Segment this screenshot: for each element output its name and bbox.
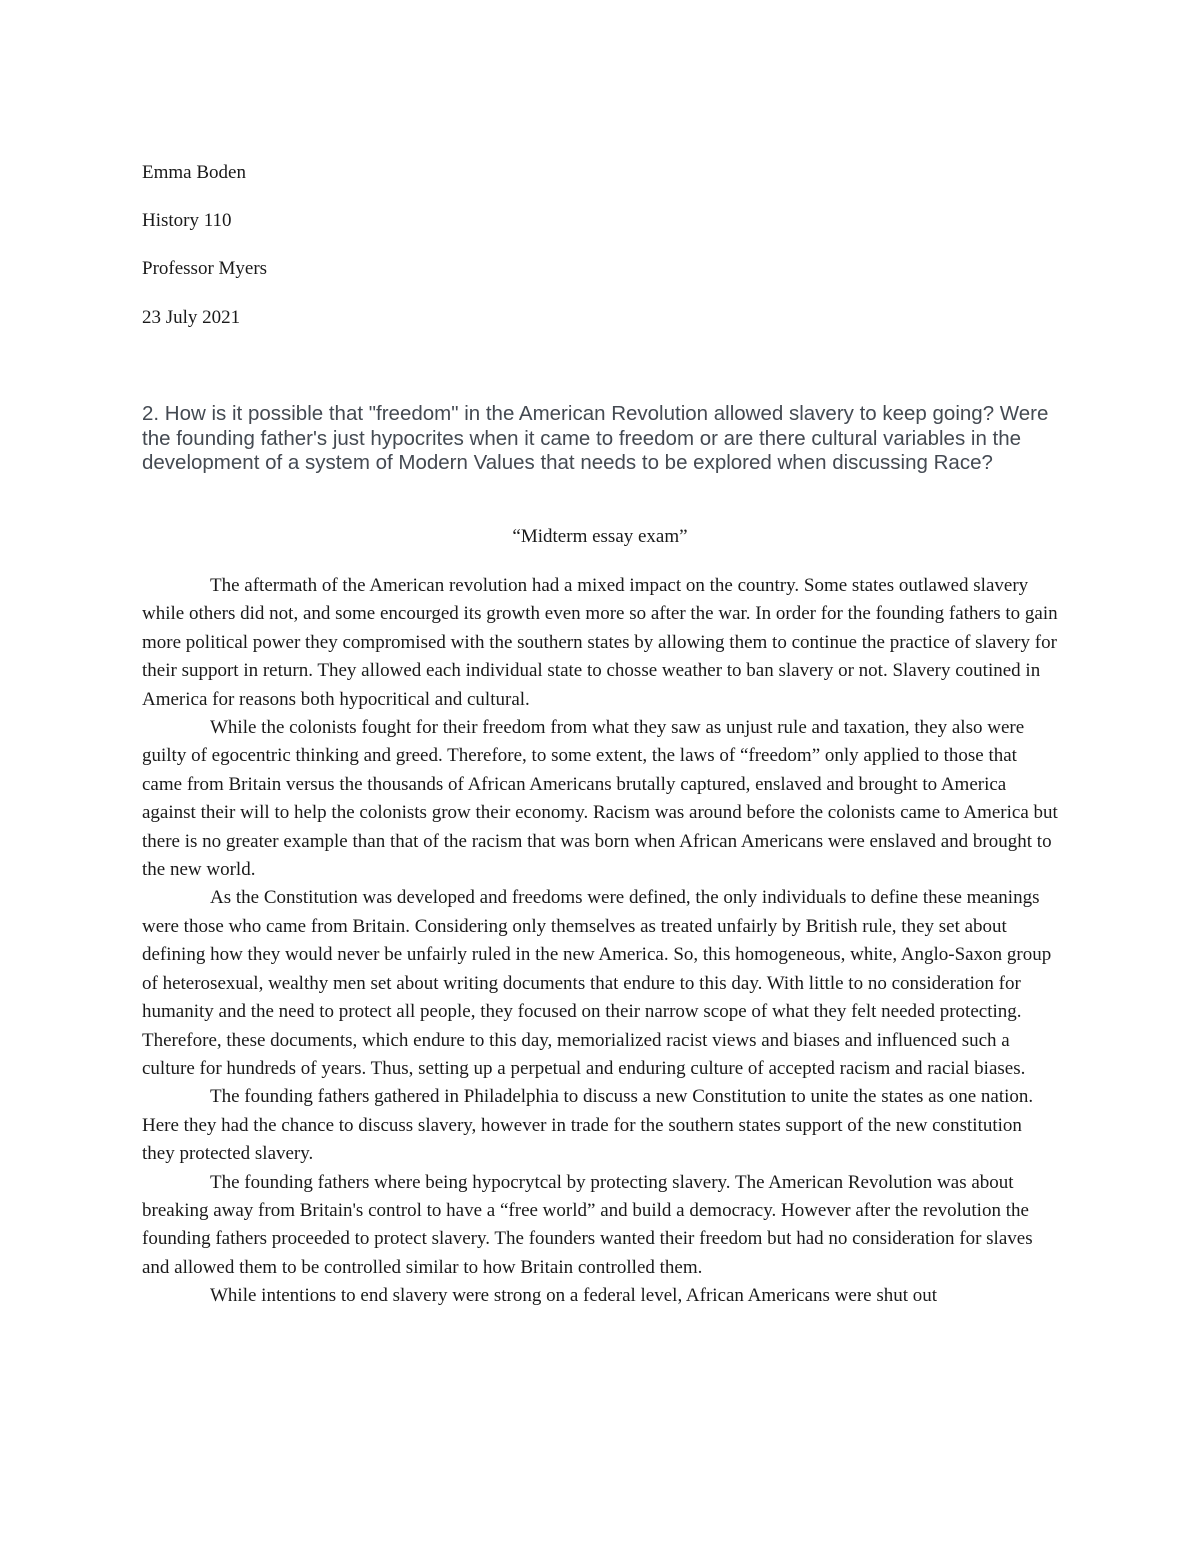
essay-body	[142, 572, 1058, 1311]
essay-paragraph: The founding fathers gathered in Philadelphia to discuss a new Constitution to unite the states as one nation. Here they had the chance to discuss slavery, however in trade for the southern states support of the new constitution they protected slavery.	[142, 1086, 1034, 1165]
essay-paragraph: While the colonists fought for their freedom from what they saw as unjust rule and taxation, they also were guilty of egocentric thinking and greed. Therefore, to some extent, the laws of “freedom” only applied to those that came from Britain versus the thousands of African Americans brutally captured, enslaved and brought to America against their will to help the colonists grow their economy. Racism was around before the colonists came to America but there is no greater example than that of the racism that was born when African Americans were enslaved and brought to the new world.	[142, 717, 1058, 881]
professor-name: Professor Myers	[142, 258, 268, 279]
essay-date: 23 July 2021	[142, 307, 241, 328]
essay-prompt: 2. How is it possible that "freedom" in the American Revolution allowed slavery to keep going? Were the founding father's just hypocrites when it came to freedom or are there cultural variables in the development of a system of Modern Values that needs to be explored when discussing Race?	[142, 402, 1049, 474]
author-name: Emma Boden	[142, 162, 246, 183]
essay-title: “Midterm essay exam”	[512, 526, 688, 547]
essay-paragraph: As the Constitution was developed and freedoms were defined, the only individuals to define these meanings were those who came from Britain. Considering only themselves as treated unfairly by British rule, they set about defining how they would never be unfairly ruled in the new America. So, this homogeneous, white, Anglo-Saxon group of heterosexual, wealthy men set about writing documents that endure to this day. With little to no consideration for humanity and the need to protect all people, they focused on their narrow scope of what they felt needed protecting. Therefore, these documents, which endure to this day, memorialized racist views and biases and influenced such a culture for hundreds of years. Thus, setting up a perpetual and enduring culture of accepted racism and racial biases.	[142, 887, 1052, 1079]
course-name: History 110	[142, 210, 232, 231]
essay-paragraph: The aftermath of the American revolution had a mixed impact on the country. Some states outlawed slavery while others did not, and some encourged its growth even more so after the war. In order for the founding fathers to gain more political power they compromised with the southern states by allowing them to continue the practice of slavery for their support in return. They allowed each individual state to chosse weather to ban slavery or not. Slavery coutined in America for reasons both hypocritical and cultural.	[142, 575, 1058, 710]
essay-paragraph: The founding fathers where being hypocrytcal by protecting slavery. The American Revolution was about breaking away from Britain's control to have a “free world” and build a democracy. However after the revolution the founding fathers proceeded to protect slavery. The founders wanted their freedom but had no consideration for slaves and allowed them to be controlled similar to how Britain controlled them.	[142, 1171, 1033, 1278]
essay-paragraph: While intentions to end slavery were strong on a federal level, African Americans were shut out	[210, 1285, 938, 1307]
